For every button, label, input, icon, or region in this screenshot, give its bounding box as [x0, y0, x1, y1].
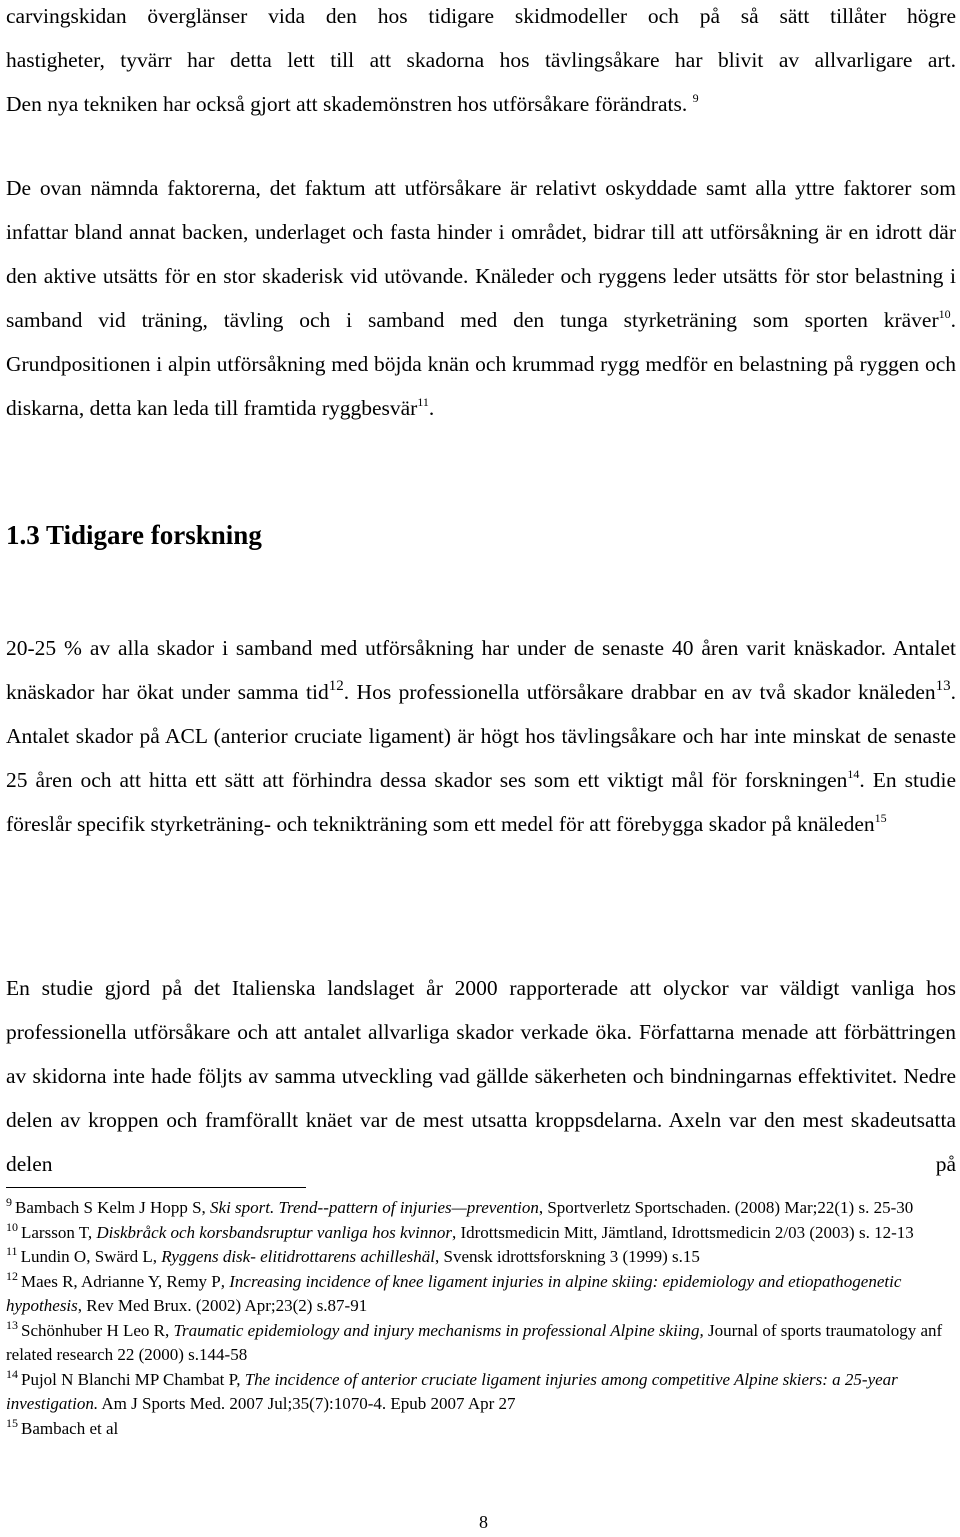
footnote: $^{13}$ Schönhuber H Leo R, Traumatic epidemiology and injury mechanisms in professional Alpine skiing, Journal of sports traumatology anf related research 22 (2000) s.144-58	[6, 1317, 943, 1364]
paragraph-text: . Hos professionella utförsåkare drabbar en av två skador knäleden	[343, 680, 936, 704]
page-number: 8	[479, 1512, 488, 1532]
line: carvingskidan överglänser vida den hos tidigare skidmodeller och på så sätt tillåter högre	[6, 4, 956, 28]
footnote-number: 12	[6, 1268, 18, 1283]
paragraph-text: . Antalet skador på ACL (anterior cruciate ligament) är högt hos tävlingsåkare och har inte minskat de senaste 25 åren och att hitta ett sätt att förhindra dessa skador ses som ett viktigt mål för forskningen	[6, 680, 956, 792]
footnote-number: 9	[6, 1195, 12, 1209]
paragraph-text: . En studie föreslår specifik styrketräning- och teknikträning som ett medel för att förebygga skador på knäleden	[6, 768, 956, 836]
footnote-ref: 12	[328, 678, 344, 694]
footnote-ref: 9	[692, 91, 699, 105]
paragraph-text: 20-25 % av alla skador i samband med utförsåkning har under de senaste 40 åren varit knäskador. Antalet knäskador har ökat under samma tid	[6, 636, 956, 704]
footnote-number: 11	[6, 1244, 18, 1258]
footnote-number: 10	[6, 1219, 18, 1234]
footnotes	[6, 1196, 956, 1441]
footnote-ref: 10	[938, 307, 951, 321]
footnote: $^{15}$ Bambach et al	[6, 1415, 119, 1438]
footnote: $^{10}$ Larsson T, Diskbråck och korsbandsruptur vanliga hos kvinnor, Idrottsmedicin Mitt, Jämtland, Idrottsmedicin 2/03 (2003) s. 12-13	[6, 1219, 914, 1242]
footnote-number: 14	[6, 1366, 18, 1381]
paragraph-text: En studie gjord på det Italienska landslaget år 2000 rapporterade att olyckor var väldigt vanliga hos professionella utförsåkare och att antalet allvarliga skador verkade öka. Författarna menade att förbättringen av skidorna inte hade följts av samma utveckling vad gällde säkerheten och bindningarnas effektivitet. Nedre delen av kroppen och framförallt knäet var de mest utsatta kroppsdelarna. Axeln var den mest skadeutsatta delen på	[6, 976, 956, 1176]
paragraph-text: .	[428, 396, 435, 420]
paragraph-continuation	[6, 0, 956, 126]
footnote: $^9$ Bambach S Kelm J Hopp S, Ski sport. Trend--pattern of injuries—prevention, Sportverletz Sportschaden. (2008) Mar;22(1) s. 25-30	[6, 1195, 914, 1217]
paragraph-text: . Grundpositionen i alpin utförsåkning med böjda knän och krummad rygg medför en belastning på ryggen och diskarna, detta kan leda till framtida ryggbesvär	[6, 308, 956, 420]
footnote-ref: 14	[847, 767, 860, 781]
footnote-ref: 11	[417, 395, 429, 409]
line: hastigheter, tyvärr har detta lett till att skadorna hos tävlingsåkare har blivit av allvarligare art.	[6, 48, 956, 72]
paragraph	[6, 966, 956, 1186]
section-heading: 1.3 Tidigare forskning	[6, 520, 262, 550]
paragraph	[6, 166, 956, 430]
footnote: $^{11}$ Lundin O, Swärd L, Ryggens disk- elitidrottarens achilleshäl, Svensk idrottsforskning 3 (1999) s.15	[6, 1244, 700, 1266]
footnote-separator	[6, 1187, 306, 1188]
paragraph	[6, 626, 956, 846]
footnote: $^{14}$ Pujol N Blanchi MP Chambat P, The incidence of anterior cruciate ligament injuries among competitive Alpine skiers: a 25-year investigation. Am J Sports Med. 2007 Jul;35(7):1070-4. Epub 2007 Apr 27	[6, 1366, 898, 1413]
footnote: $^{12}$ Maes R, Adrianne Y, Remy P, Increasing incidence of knee ligament injuries in alpine skiing: epidemiology and etiopathogenetic hypothesis, Rev Med Brux. (2002) Apr;23(2) s.87-91	[6, 1268, 902, 1315]
footnote-number: 15	[6, 1415, 18, 1430]
line: Den nya tekniken har också gjort att skademönstren hos utförsåkare förändrats.	[6, 92, 688, 116]
footnote-ref: 15	[874, 811, 887, 825]
paragraph-text: De ovan nämnda faktorerna, det faktum att utförsåkare är relativt oskyddade samt alla yttre faktorer som infattar bland annat backen, underlaget och fasta hinder i området, bidrar till att utförsåkning är en idrott där den aktive utsätts för en stor skaderisk vid utövande. Knäleder och ryggens leder utsätts för stor belastning i samband vid träning, tävling och i samband med den tunga styrketräning som sporten kräver	[6, 176, 956, 332]
footnote-number: 13	[6, 1317, 18, 1332]
footnote-ref: 13	[935, 678, 951, 694]
